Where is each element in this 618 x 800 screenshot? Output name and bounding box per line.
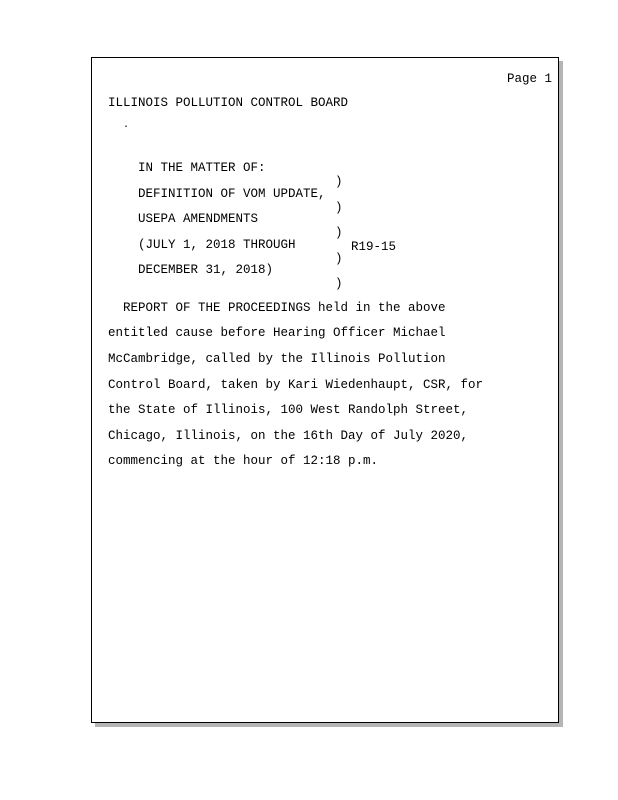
caption-left: DEFINITION OF VOM UPDATE, (138, 187, 326, 201)
body-line: the State of Illinois, 100 West Randolph Street, (108, 403, 469, 417)
caption-paren: ) (335, 277, 343, 291)
body-line: REPORT OF THE PROCEEDINGS held in the above (108, 301, 446, 315)
caption-left: IN THE MATTER OF: (138, 161, 266, 175)
caption-paren: ) (335, 252, 343, 266)
caption-left: DECEMBER 31, 2018) (138, 263, 274, 277)
stray-mark: . (123, 120, 130, 131)
body-line: Chicago, Illinois, on the 16th Day of July 2020, (108, 429, 469, 443)
body-line: commencing at the hour of 12:18 p.m. (108, 454, 379, 468)
caption-paren: ) (335, 226, 343, 240)
transcript-page (91, 57, 559, 723)
body-line: Control Board, taken by Kari Wiedenhaupt, CSR, for (108, 378, 484, 392)
body-line: entitled cause before Hearing Officer Michael (108, 326, 446, 340)
board-header: ILLINOIS POLLUTION CONTROL BOARD (108, 96, 349, 110)
caption-paren: ) (335, 175, 343, 189)
body-line: McCambridge, called by the Illinois Pollution (108, 352, 446, 366)
case-number: R19-15 (351, 240, 397, 254)
caption-left: (JULY 1, 2018 THROUGH (138, 238, 296, 252)
caption-paren: ) (335, 201, 343, 215)
caption-left: USEPA AMENDMENTS (138, 212, 259, 226)
page-number: Page 1 (506, 72, 552, 86)
